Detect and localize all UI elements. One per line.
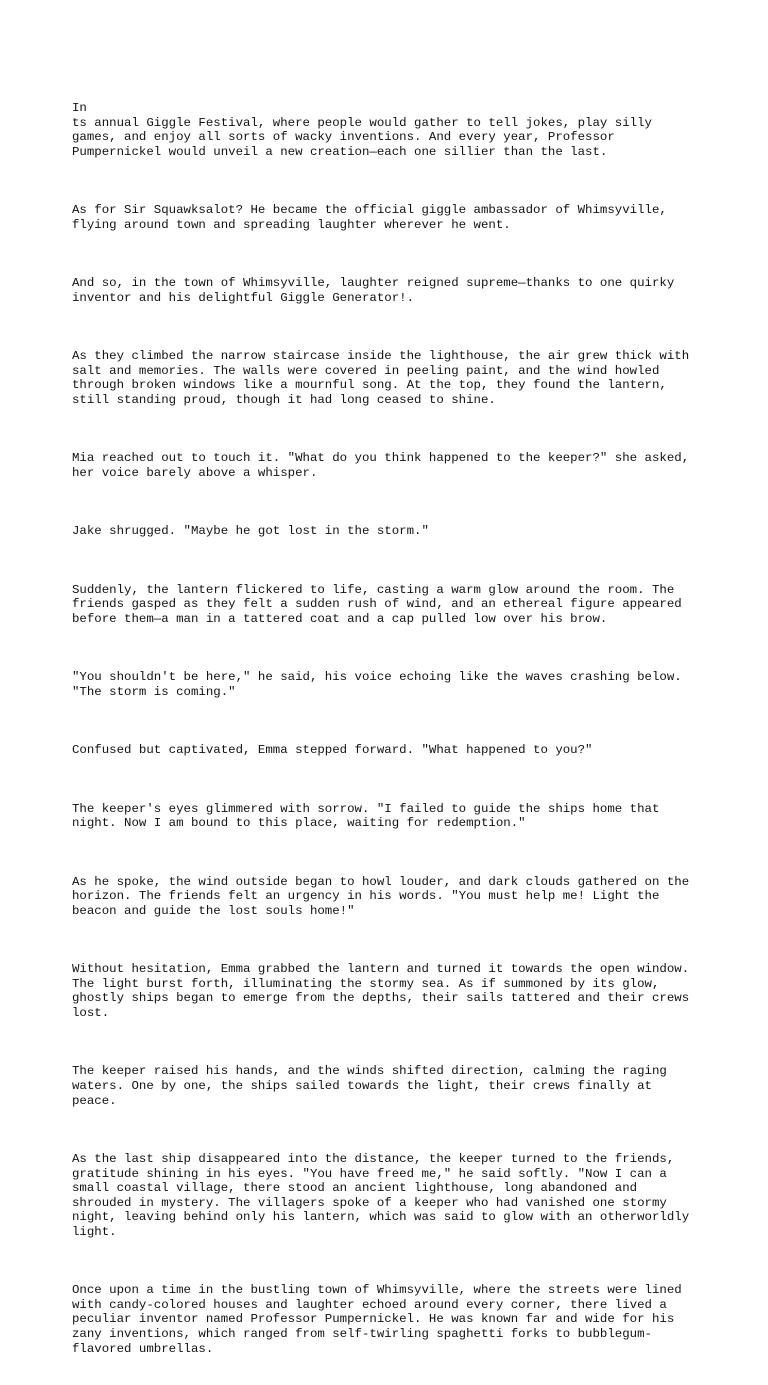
paragraph-13: The keeper raised his hands, and the winds shifted direction, calming the raging waters. One by one, the ships sailed towards the light, their crews finally at peace.: [72, 1064, 667, 1108]
paragraph-12: Without hesitation, Emma grabbed the lantern and turned it towards the open window. The light burst forth, illuminating the stormy sea. As if summoned by its glow, ghostly ships began to emerge from the depths, their sails tattered and their crews lost.: [72, 962, 690, 1020]
paragraph-8: "You shouldn't be here," he said, his voice echoing like the waves crashing below. "The storm is coming.": [72, 670, 682, 699]
paragraph-11: As he spoke, the wind outside began to howl louder, and dark clouds gathered on the horizon. The friends felt an urgency in his words. "You must help me! Light the beacon and guide the lost souls home!": [72, 874, 690, 918]
paragraph-15: Once upon a time in the bustling town of Whimsyville, where the streets were lined with candy-colored houses and laughter echoed around every corner, there lived a peculiar inventor named Professor Pumpernickel. He was known far and wide for his zany inventions, which ranged from self-twirling spaghetti forks to bubblegum- flavored umbrellas.: [72, 1283, 682, 1356]
paragraph-5: Mia reached out to touch it. "What do you think happened to the keeper?" she asked, her voice barely above a whisper.: [72, 451, 690, 481]
paragraph-10: The keeper's eyes glimmered with sorrow. "I failed to guide the ships home that night. Now I am bound to this place, waiting for redemption.": [72, 801, 660, 831]
paragraph-2: As for Sir Squawksalot? He became the official giggle ambassador of Whimsyville, flying around town and spreading laughter wherever he went.: [72, 203, 667, 232]
document-page: [72, 72, 712, 1385]
paragraph-7: Suddenly, the lantern flickered to life, casting a warm glow around the room. The friends gasped as they felt a sudden rush of wind, and an ethereal figure appeared before them—a man in a tattered coat and a cap pulled low over his brow.: [72, 582, 682, 626]
paragraph-14: As the last ship disappeared into the distance, the keeper turned to the friends, gratitude shining in his eyes. "You have freed me," he said softly. "Now I can a small coastal village, there stood an ancient lighthouse, long abandoned and shrouded in mystery. The villagers spoke of a keeper who had vanished one stormy night, leaving behind only his lantern, which was said to glow with an otherworldly light.: [72, 1151, 690, 1239]
paragraph-4: As they climbed the narrow staircase inside the lighthouse, the air grew thick with salt and memories. The walls were covered in peeling paint, and the wind howled through broken windows like a mournful song. At the top, they found the lantern, still standing proud, though it had long ceased to shine.: [72, 349, 690, 408]
paragraph-9: Confused but captivated, Emma stepped forward. "What happened to you?": [72, 743, 593, 758]
paragraph-3: And so, in the town of Whimsyville, laughter reigned supreme—thanks to one quirky inventor and his delightful Giggle Generator!.: [72, 276, 675, 305]
paragraph-1: In ts annual Giggle Festival, where people would gather to tell jokes, play silly games, and enjoy all sorts of wacky inventions. And every year, Professor Pumpernickel would unveil a new creation—each one sillier than the last.: [72, 101, 652, 159]
paragraph-6: Jake shrugged. "Maybe he got lost in the storm.": [72, 524, 429, 539]
